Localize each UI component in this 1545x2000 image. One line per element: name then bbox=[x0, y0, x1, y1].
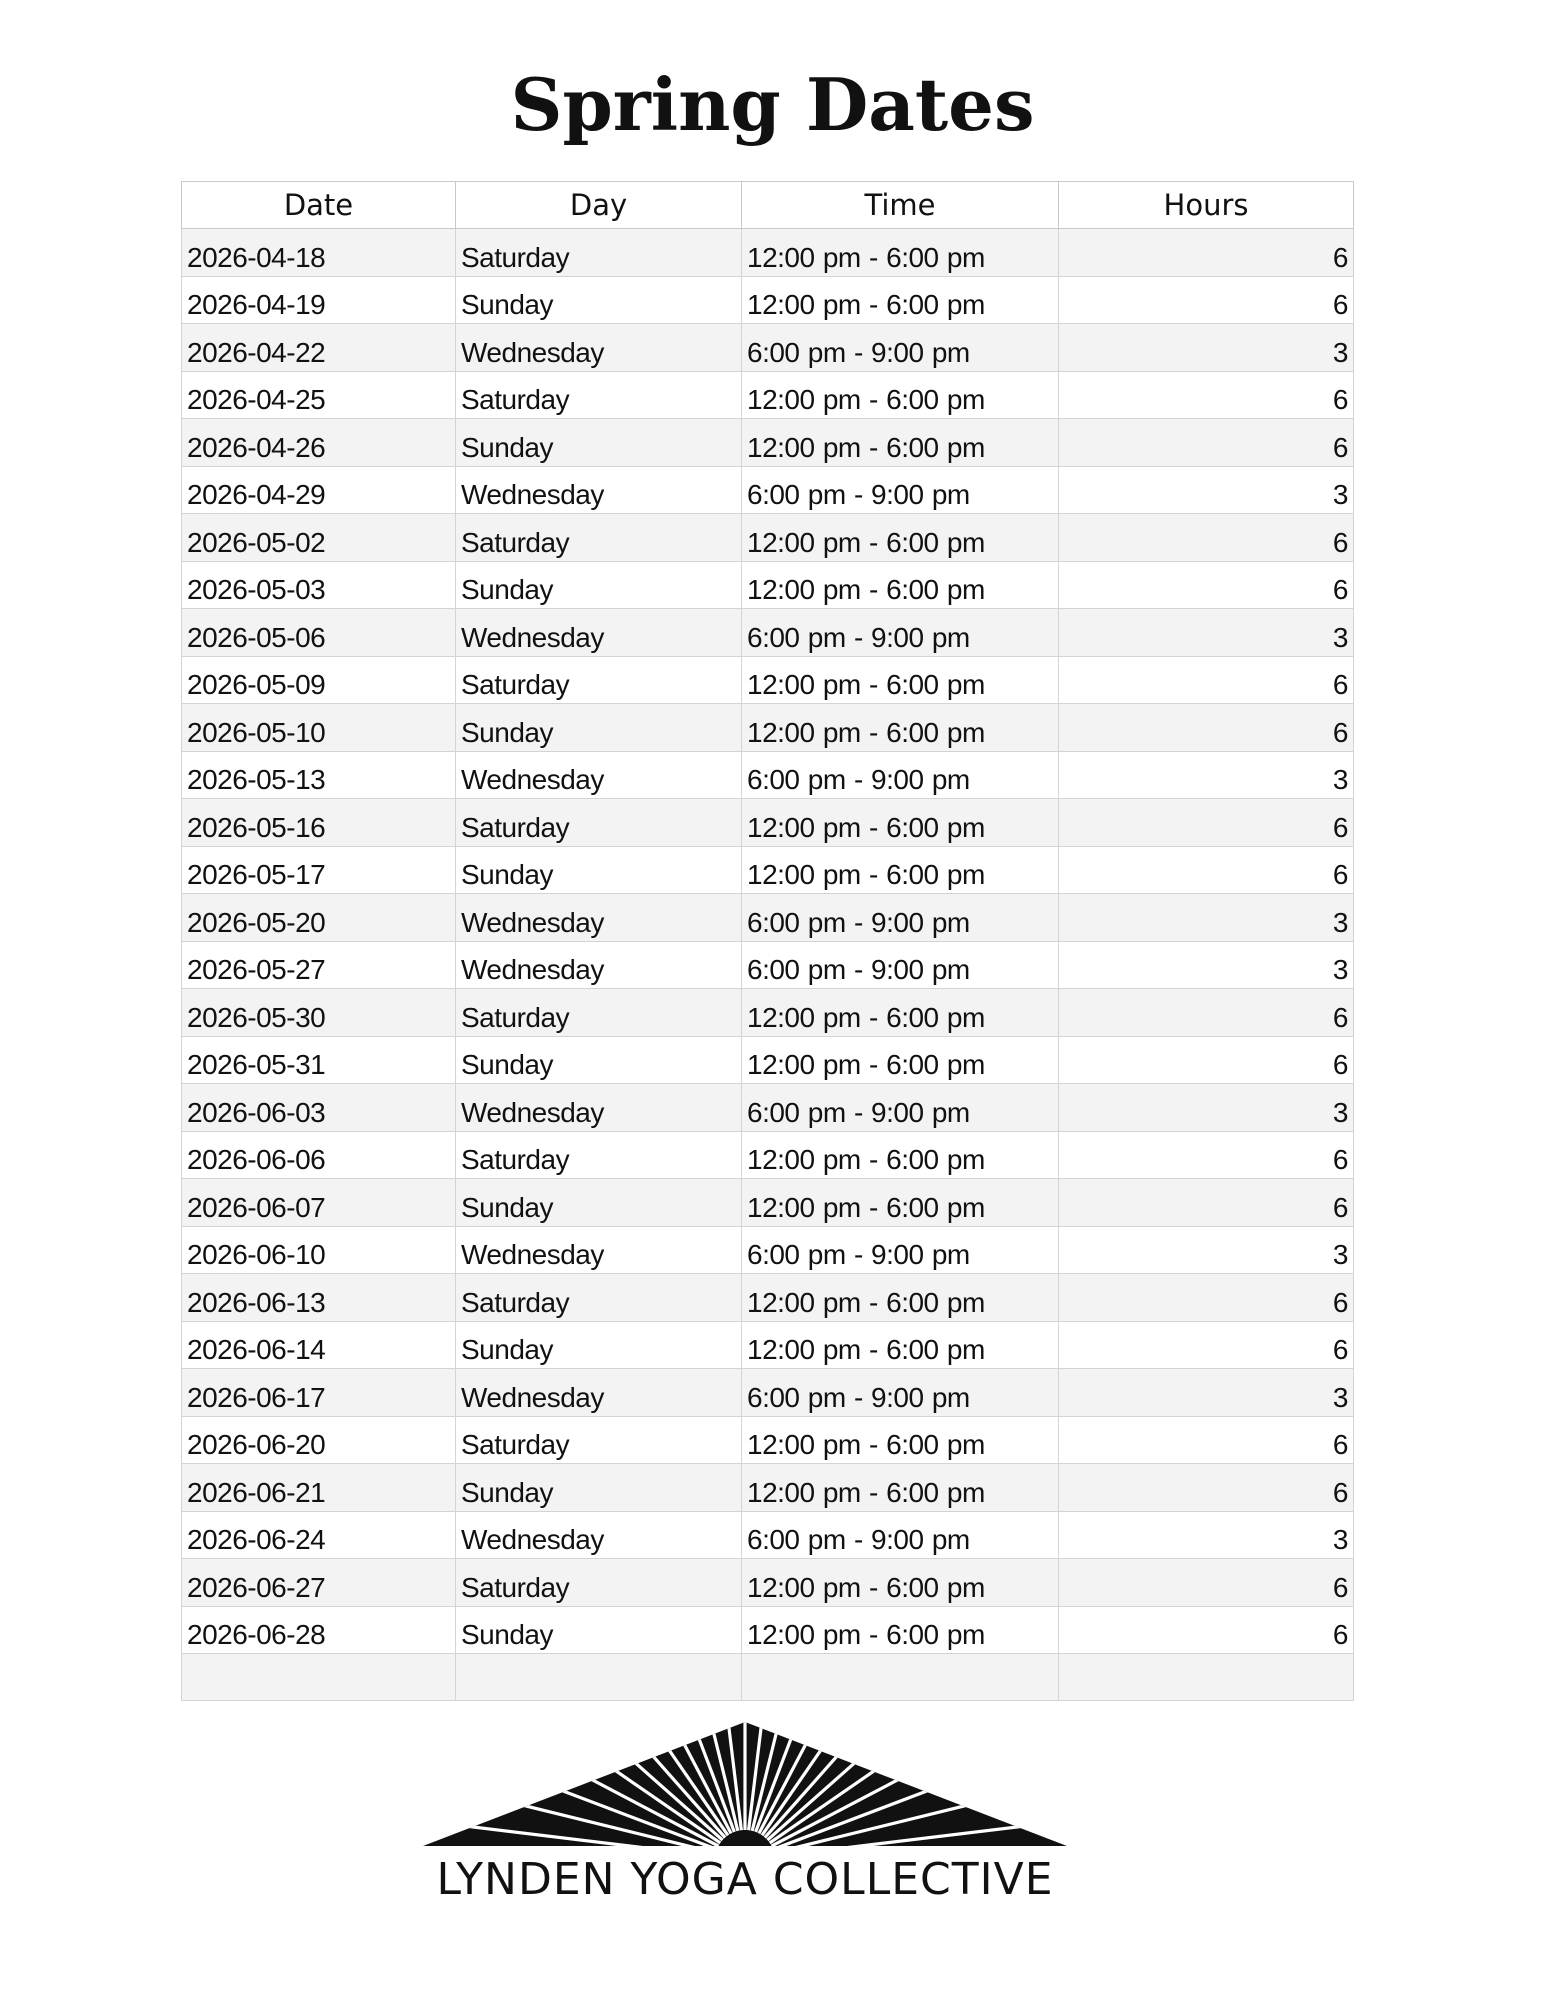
hours-cell: 3 bbox=[1059, 894, 1354, 942]
time-cell: 6:00 pm - 9:00 pm bbox=[742, 1369, 1059, 1417]
date-cell: 2026-05-31 bbox=[182, 1036, 456, 1084]
day-cell: Saturday bbox=[456, 1131, 742, 1179]
date-cell: 2026-06-13 bbox=[182, 1274, 456, 1322]
day-cell: Sunday bbox=[456, 1036, 742, 1084]
date-cell: 2026-04-18 bbox=[182, 229, 456, 277]
table-row bbox=[182, 419, 1354, 467]
table-row bbox=[182, 1369, 1354, 1417]
hours-cell: 3 bbox=[1059, 1226, 1354, 1274]
day-cell: Wednesday bbox=[456, 1226, 742, 1274]
hours-cell: 6 bbox=[1059, 1274, 1354, 1322]
table-row bbox=[182, 1084, 1354, 1132]
logo bbox=[420, 1720, 1070, 1910]
hours-cell: 3 bbox=[1059, 1369, 1354, 1417]
table-row bbox=[182, 1226, 1354, 1274]
logo-text: LYNDEN YOGA COLLECTIVE bbox=[436, 1854, 1054, 1905]
date-cell: 2026-04-25 bbox=[182, 371, 456, 419]
date-cell: 2026-05-06 bbox=[182, 609, 456, 657]
header-row bbox=[182, 182, 1354, 229]
day-cell: Saturday bbox=[456, 656, 742, 704]
day-cell: Sunday bbox=[456, 419, 742, 467]
column-header-day: Day bbox=[456, 182, 742, 229]
hours-cell: 3 bbox=[1059, 466, 1354, 514]
date-cell: 2026-04-22 bbox=[182, 324, 456, 372]
table-row bbox=[182, 466, 1354, 514]
hours-cell: 3 bbox=[1059, 751, 1354, 799]
day-cell: Saturday bbox=[456, 371, 742, 419]
hours-cell: 6 bbox=[1059, 229, 1354, 277]
table-row bbox=[182, 704, 1354, 752]
hours-cell: 3 bbox=[1059, 324, 1354, 372]
date-cell: 2026-05-16 bbox=[182, 799, 456, 847]
table-row bbox=[182, 894, 1354, 942]
empty-table-row bbox=[182, 1654, 1354, 1701]
day-cell: Sunday bbox=[456, 1464, 742, 1512]
empty-cell bbox=[1059, 1654, 1354, 1701]
hours-cell: 6 bbox=[1059, 1179, 1354, 1227]
hours-cell: 6 bbox=[1059, 1606, 1354, 1654]
empty-cell bbox=[742, 1654, 1059, 1701]
time-cell: 12:00 pm - 6:00 pm bbox=[742, 229, 1059, 277]
time-cell: 12:00 pm - 6:00 pm bbox=[742, 1131, 1059, 1179]
table-row bbox=[182, 1464, 1354, 1512]
time-cell: 6:00 pm - 9:00 pm bbox=[742, 466, 1059, 514]
date-cell: 2026-06-17 bbox=[182, 1369, 456, 1417]
hours-cell: 6 bbox=[1059, 1321, 1354, 1369]
time-cell: 6:00 pm - 9:00 pm bbox=[742, 894, 1059, 942]
time-cell: 6:00 pm - 9:00 pm bbox=[742, 941, 1059, 989]
hours-cell: 6 bbox=[1059, 1036, 1354, 1084]
day-cell: Saturday bbox=[456, 514, 742, 562]
hours-cell: 3 bbox=[1059, 1084, 1354, 1132]
page-title: Spring Dates bbox=[510, 62, 1035, 147]
day-cell: Sunday bbox=[456, 1179, 742, 1227]
day-cell: Saturday bbox=[456, 1274, 742, 1322]
table-row bbox=[182, 1559, 1354, 1607]
time-cell: 12:00 pm - 6:00 pm bbox=[742, 1559, 1059, 1607]
hours-cell: 6 bbox=[1059, 419, 1354, 467]
day-cell: Saturday bbox=[456, 799, 742, 847]
day-cell: Wednesday bbox=[456, 609, 742, 657]
time-cell: 12:00 pm - 6:00 pm bbox=[742, 419, 1059, 467]
day-cell: Saturday bbox=[456, 1416, 742, 1464]
time-cell: 6:00 pm - 9:00 pm bbox=[742, 1511, 1059, 1559]
table-row bbox=[182, 1131, 1354, 1179]
hours-cell: 3 bbox=[1059, 609, 1354, 657]
table-row bbox=[182, 561, 1354, 609]
day-cell: Wednesday bbox=[456, 466, 742, 514]
date-cell: 2026-06-10 bbox=[182, 1226, 456, 1274]
time-cell: 12:00 pm - 6:00 pm bbox=[742, 1606, 1059, 1654]
day-cell: Sunday bbox=[456, 1321, 742, 1369]
day-cell: Saturday bbox=[456, 1559, 742, 1607]
hours-cell: 6 bbox=[1059, 1416, 1354, 1464]
time-cell: 6:00 pm - 9:00 pm bbox=[742, 324, 1059, 372]
date-cell: 2026-05-27 bbox=[182, 941, 456, 989]
hours-cell: 6 bbox=[1059, 276, 1354, 324]
day-cell: Wednesday bbox=[456, 324, 742, 372]
table-row bbox=[182, 514, 1354, 562]
time-cell: 12:00 pm - 6:00 pm bbox=[742, 1179, 1059, 1227]
table-header bbox=[182, 182, 1354, 229]
day-cell: Wednesday bbox=[456, 894, 742, 942]
table-row bbox=[182, 656, 1354, 704]
table-row bbox=[182, 941, 1354, 989]
date-cell: 2026-06-24 bbox=[182, 1511, 456, 1559]
time-cell: 12:00 pm - 6:00 pm bbox=[742, 656, 1059, 704]
date-cell: 2026-05-30 bbox=[182, 989, 456, 1037]
hours-cell: 6 bbox=[1059, 561, 1354, 609]
time-cell: 6:00 pm - 9:00 pm bbox=[742, 609, 1059, 657]
table-body bbox=[182, 229, 1354, 1701]
table-row bbox=[182, 1321, 1354, 1369]
schedule-table bbox=[181, 181, 1354, 1701]
date-cell: 2026-06-28 bbox=[182, 1606, 456, 1654]
hours-cell: 6 bbox=[1059, 989, 1354, 1037]
table-row bbox=[182, 1416, 1354, 1464]
time-cell: 6:00 pm - 9:00 pm bbox=[742, 1226, 1059, 1274]
date-cell: 2026-05-03 bbox=[182, 561, 456, 609]
hours-cell: 6 bbox=[1059, 514, 1354, 562]
hours-cell: 6 bbox=[1059, 846, 1354, 894]
date-cell: 2026-06-20 bbox=[182, 1416, 456, 1464]
table-row bbox=[182, 1606, 1354, 1654]
hours-cell: 6 bbox=[1059, 371, 1354, 419]
day-cell: Wednesday bbox=[456, 1511, 742, 1559]
table-row bbox=[182, 751, 1354, 799]
time-cell: 12:00 pm - 6:00 pm bbox=[742, 1036, 1059, 1084]
time-cell: 12:00 pm - 6:00 pm bbox=[742, 989, 1059, 1037]
table-row bbox=[182, 371, 1354, 419]
time-cell: 12:00 pm - 6:00 pm bbox=[742, 1321, 1059, 1369]
table-row bbox=[182, 1179, 1354, 1227]
day-cell: Sunday bbox=[456, 846, 742, 894]
table-row bbox=[182, 989, 1354, 1037]
date-cell: 2026-04-19 bbox=[182, 276, 456, 324]
date-cell: 2026-06-21 bbox=[182, 1464, 456, 1512]
column-header-date: Date bbox=[182, 182, 456, 229]
day-cell: Saturday bbox=[456, 229, 742, 277]
table-row bbox=[182, 276, 1354, 324]
date-cell: 2026-06-03 bbox=[182, 1084, 456, 1132]
table-row bbox=[182, 799, 1354, 847]
hours-cell: 6 bbox=[1059, 1131, 1354, 1179]
table-row bbox=[182, 1036, 1354, 1084]
time-cell: 12:00 pm - 6:00 pm bbox=[742, 704, 1059, 752]
time-cell: 12:00 pm - 6:00 pm bbox=[742, 1274, 1059, 1322]
table-row bbox=[182, 1274, 1354, 1322]
date-cell: 2026-05-20 bbox=[182, 894, 456, 942]
day-cell: Wednesday bbox=[456, 751, 742, 799]
date-cell: 2026-06-06 bbox=[182, 1131, 456, 1179]
time-cell: 12:00 pm - 6:00 pm bbox=[742, 799, 1059, 847]
hours-cell: 6 bbox=[1059, 656, 1354, 704]
hours-cell: 6 bbox=[1059, 799, 1354, 847]
table-row bbox=[182, 229, 1354, 277]
hours-cell: 6 bbox=[1059, 1559, 1354, 1607]
hours-cell: 3 bbox=[1059, 1511, 1354, 1559]
hours-cell: 6 bbox=[1059, 704, 1354, 752]
column-header-time: Time bbox=[742, 182, 1059, 229]
table-row bbox=[182, 324, 1354, 372]
date-cell: 2026-06-27 bbox=[182, 1559, 456, 1607]
time-cell: 12:00 pm - 6:00 pm bbox=[742, 514, 1059, 562]
day-cell: Sunday bbox=[456, 704, 742, 752]
date-cell: 2026-06-14 bbox=[182, 1321, 456, 1369]
table-row bbox=[182, 609, 1354, 657]
day-cell: Wednesday bbox=[456, 1369, 742, 1417]
day-cell: Sunday bbox=[456, 276, 742, 324]
table-row bbox=[182, 1511, 1354, 1559]
date-cell: 2026-04-29 bbox=[182, 466, 456, 514]
time-cell: 12:00 pm - 6:00 pm bbox=[742, 1464, 1059, 1512]
time-cell: 12:00 pm - 6:00 pm bbox=[742, 846, 1059, 894]
hours-cell: 6 bbox=[1059, 1464, 1354, 1512]
empty-cell bbox=[456, 1654, 742, 1701]
day-cell: Saturday bbox=[456, 989, 742, 1037]
day-cell: Sunday bbox=[456, 1606, 742, 1654]
day-cell: Wednesday bbox=[456, 1084, 742, 1132]
time-cell: 12:00 pm - 6:00 pm bbox=[742, 1416, 1059, 1464]
time-cell: 6:00 pm - 9:00 pm bbox=[742, 751, 1059, 799]
column-header-hours: Hours bbox=[1059, 182, 1354, 229]
date-cell: 2026-05-09 bbox=[182, 656, 456, 704]
date-cell: 2026-04-26 bbox=[182, 419, 456, 467]
day-cell: Wednesday bbox=[456, 941, 742, 989]
date-cell: 2026-05-17 bbox=[182, 846, 456, 894]
time-cell: 12:00 pm - 6:00 pm bbox=[742, 371, 1059, 419]
date-cell: 2026-05-10 bbox=[182, 704, 456, 752]
empty-cell bbox=[182, 1654, 456, 1701]
date-cell: 2026-05-13 bbox=[182, 751, 456, 799]
time-cell: 6:00 pm - 9:00 pm bbox=[742, 1084, 1059, 1132]
date-cell: 2026-06-07 bbox=[182, 1179, 456, 1227]
sunrise-triangle-icon bbox=[420, 1720, 1070, 1860]
table-row bbox=[182, 846, 1354, 894]
time-cell: 12:00 pm - 6:00 pm bbox=[742, 561, 1059, 609]
hours-cell: 3 bbox=[1059, 941, 1354, 989]
time-cell: 12:00 pm - 6:00 pm bbox=[742, 276, 1059, 324]
date-cell: 2026-05-02 bbox=[182, 514, 456, 562]
day-cell: Sunday bbox=[456, 561, 742, 609]
